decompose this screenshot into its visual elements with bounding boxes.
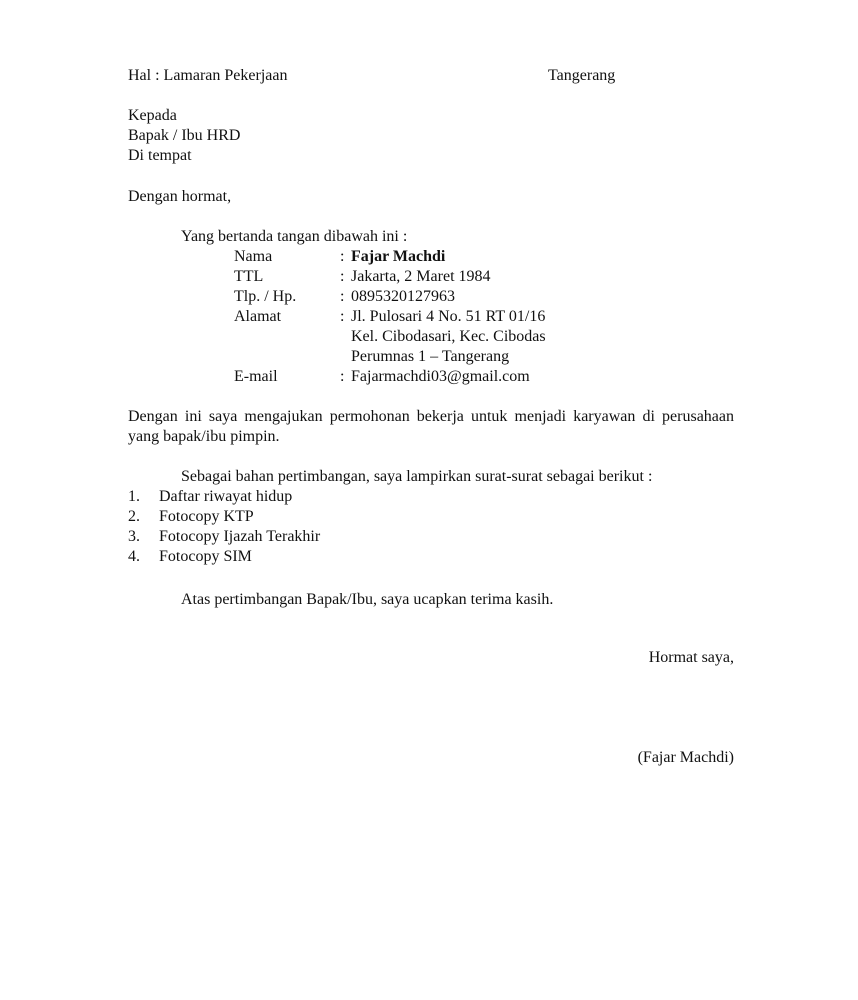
ttl-value: Jakarta, 2 Maret 1984 [351,268,491,285]
phone-value: 0895320127963 [351,288,455,305]
colon: : [340,268,345,285]
greeting: Dengan hormat, [128,188,232,205]
recipient-line-2: Bapak / Ibu HRD [128,127,241,144]
list-text: Fotocopy Ijazah Terakhir [159,528,321,545]
colon: : [340,308,345,325]
list-number: 3. [128,528,140,545]
list-number: 4. [128,548,140,565]
city-line: Tangerang [548,67,616,84]
attachments-intro: Sebagai bahan pertimbangan, saya lampirkan surat-surat sebagai berikut : [181,468,653,485]
colon: : [340,288,345,305]
list-number: 2. [128,508,140,525]
list-number: 1. [128,488,140,505]
email-value: Fajarmachdi03@gmail.com [351,368,530,385]
address-line-2: Kel. Cibodasari, Kec. Cibodas [351,328,546,345]
colon: : [340,248,345,265]
list-text: Daftar riwayat hidup [159,488,293,505]
colon: : [340,368,345,385]
intro-line: Yang bertanda tangan dibawah ini : [181,228,408,245]
signature-name: (Fajar Machdi) [637,749,734,766]
list-text: Fotocopy SIM [159,548,252,565]
closing-paragraph: Atas pertimbangan Bapak/Ibu, saya ucapkan terima kasih. [181,591,554,608]
address-line-3: Perumnas 1 – Tangerang [351,348,510,365]
list-text: Fotocopy KTP [159,508,254,525]
name-label: Nama [234,248,273,265]
email-label: E-mail [234,368,278,385]
address-line-1: Jl. Pulosari 4 No. 51 RT 01/16 [351,308,546,325]
recipient-line-1: Kepada [128,107,177,124]
subject-line: Hal : Lamaran Pekerjaan [128,67,288,84]
ttl-label: TTL [234,268,264,285]
signoff: Hormat saya, [648,649,734,666]
phone-label: Tlp. / Hp. [234,288,297,305]
body-paragraph: Dengan ini saya mengajukan permohonan bekerja untuk menjadi karyawan di perusahaan yang bapak/ibu pimpin. [128,408,734,445]
name-value: Fajar Machdi [351,248,446,265]
recipient-line-3: Di tempat [128,147,192,164]
address-label: Alamat [234,308,282,325]
